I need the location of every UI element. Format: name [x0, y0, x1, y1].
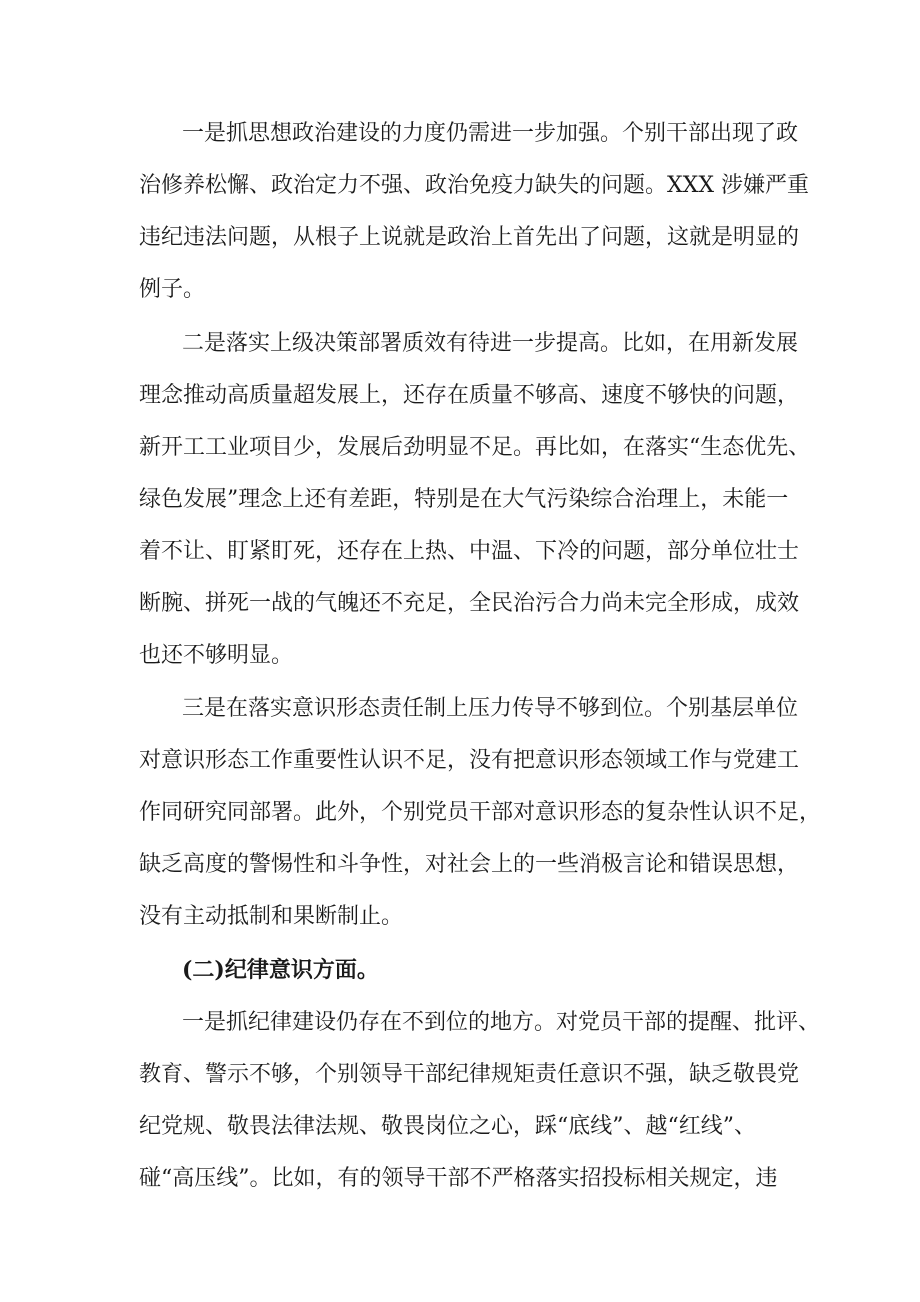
paragraph-2-line-7: 也还不够明显。 [139, 643, 294, 668]
paragraph-2-line-1: 二是落实上级决策部署质效有待进一步提高。比如，在用新发展 [182, 331, 799, 356]
paragraph-2-line-4: 绿色发展”理念上还有差距，特别是在大气污染综合治理上，未能一 [139, 487, 789, 512]
paragraph-1-line-3: 违纪违法问题，从根子上说就是政治上首先出了问题，这就是明显的 [139, 225, 800, 250]
paragraph-3-line-4: 缺乏高度的警惕性和斗争性，对社会上的一些消极言论和错误思想， [139, 852, 800, 877]
paragraph-3-line-5: 没有主动抵制和果断制止。 [139, 904, 404, 929]
paragraph-4-line-4: 碰“高压线”。比如，有的领导干部不严格落实招投标相关规定，违 [139, 1166, 778, 1191]
paragraph-2-line-2: 理念推动高质量超发展上，还存在质量不够高、速度不够快的问题， [139, 383, 800, 408]
paragraph-1-line-4: 例子。 [139, 277, 206, 302]
section-heading: (二)纪律意识方面。 [182, 957, 379, 983]
paragraph-1-line-2: 治修养松懈、政治定力不强、政治免疫力缺失的问题。XXX 涉嫌严重 [139, 173, 809, 198]
paragraph-4-line-2: 教育、警示不够，个别领导干部纪律规矩责任意识不强，缺乏敬畏党 [139, 1062, 800, 1087]
paragraph-2-line-3: 新开工工业项目少，发展后劲明显不足。再比如，在落实“生态优先、 [139, 435, 811, 460]
paragraph-2-line-5: 着不让、盯紧盯死，还存在上热、中温、下冷的问题，部分单位壮士 [139, 539, 800, 564]
paragraph-3-line-3: 作同研究同部署。此外，个别党员干部对意识形态的复杂性认识不足， [139, 800, 822, 825]
paragraph-4-line-3: 纪党规、敬畏法律法规、敬畏岗位之心，踩“底线”、越“红线”、 [139, 1114, 756, 1139]
paragraph-1-line-1: 一是抓思想政治建设的力度仍需进一步加强。个别干部出现了政 [182, 121, 799, 146]
paragraph-4-line-1: 一是抓纪律建设仍存在不到位的地方。对党员干部的提醒、批评、 [182, 1010, 821, 1035]
paragraph-2-line-6: 断腕、拼死一战的气魄还不充足，全民治污合力尚未完全形成，成效 [139, 591, 800, 616]
paragraph-3-line-2: 对意识形态工作重要性认识不足，没有把意识形态领域工作与党建工 [139, 748, 800, 773]
paragraph-3-line-1: 三是在落实意识形态责任制上压力传导不够到位。个别基层单位 [182, 696, 799, 721]
